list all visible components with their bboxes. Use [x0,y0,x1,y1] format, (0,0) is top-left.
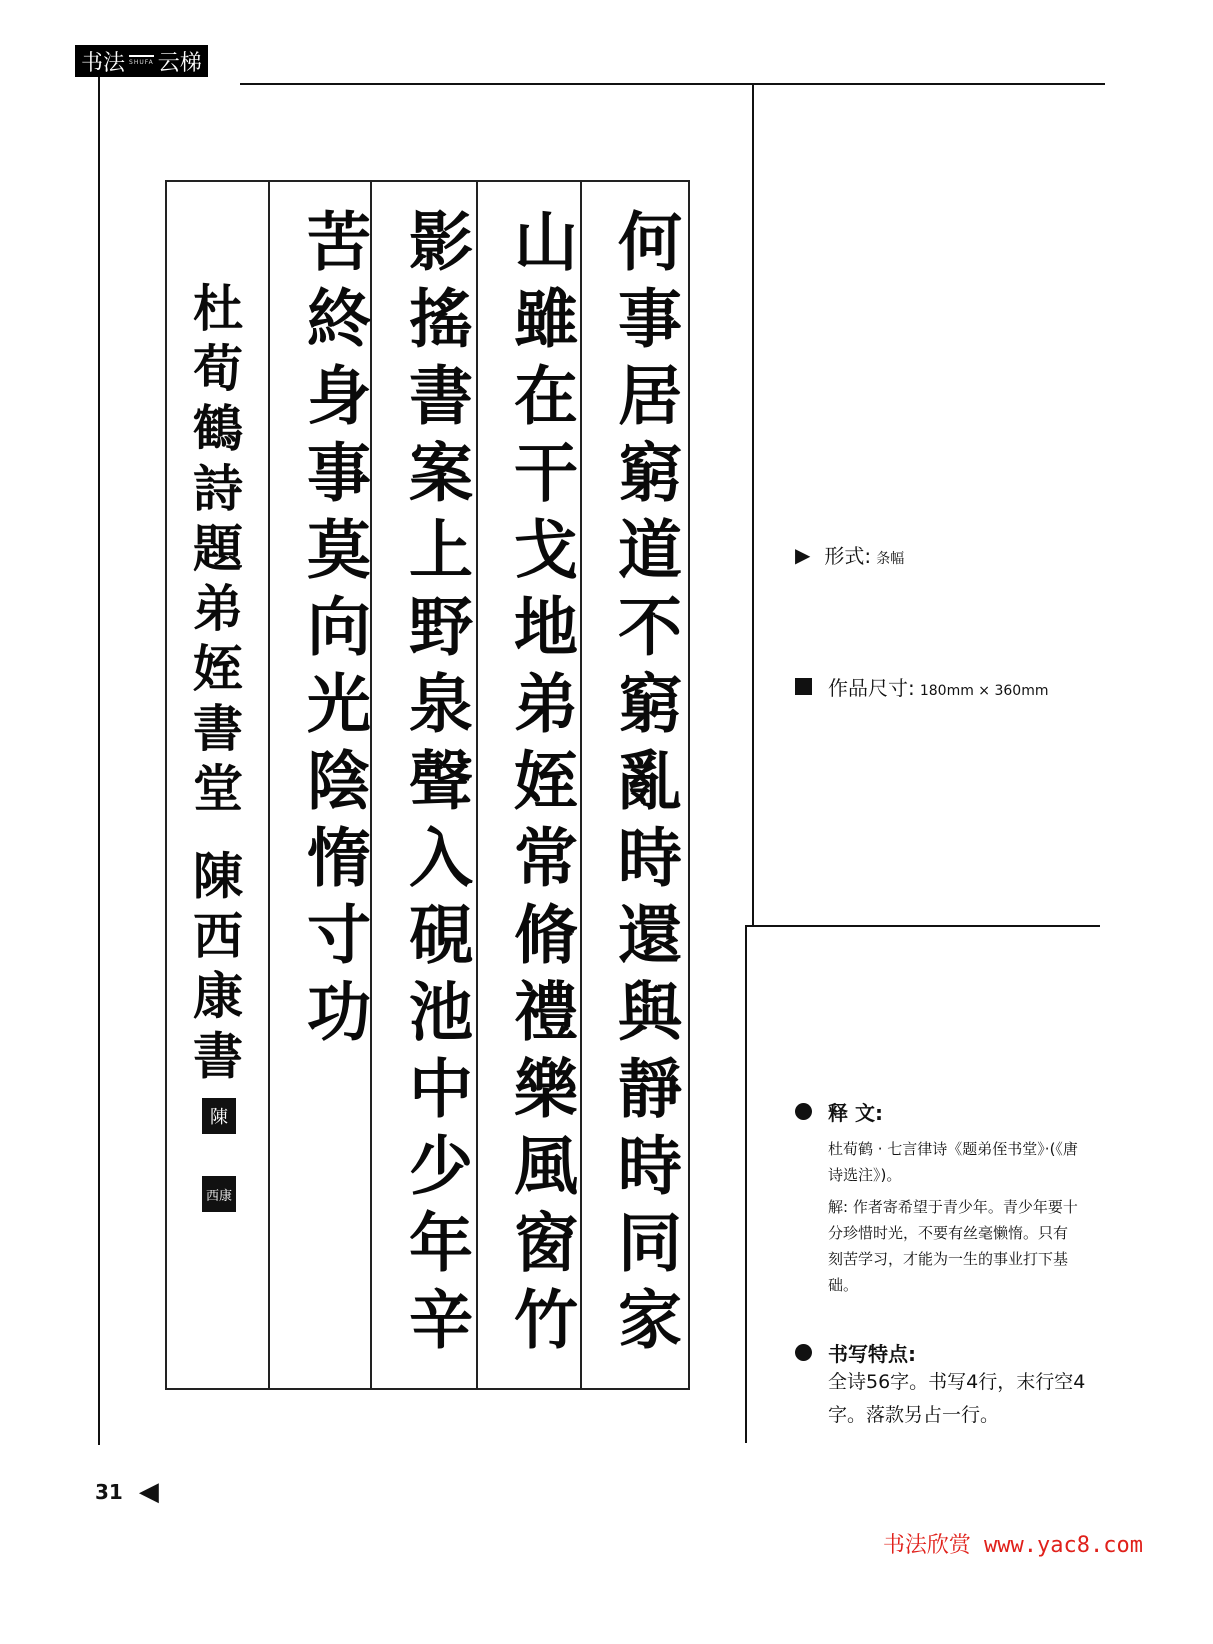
right-divider-lower [745,925,747,1443]
watermark: 书法欣赏 www.yac8.com [882,1533,1143,1558]
explain-title: 释 文: [828,1101,883,1125]
explain-text-1: 杜荀鹤 · 七言律诗《题弟侄书堂》·(《唐诗选注》)。 [828,1140,1078,1184]
book-header [75,45,208,77]
right-horizontal-rule [747,925,1100,927]
form-info [795,540,904,569]
square-icon [795,678,812,695]
form-value: 条幅 [876,551,905,567]
calligraphy-column-4: 苦終身事莫向光陰惰寸功 [296,208,371,1055]
explain-heading [795,1097,883,1126]
seal-2: 西康 [202,1176,236,1212]
header-left: 书法 [81,50,126,76]
header-rule [240,83,1105,85]
features-heading [795,1338,916,1367]
calligraphy-column-3: 影搖書案上野泉聲入硯池中少年辛 [398,208,473,1363]
header-middle: SHUFA [129,55,154,67]
left-margin-rule [98,77,100,1445]
calligraphy-column-2: 山雖在干戈地弟姪常脩禮樂風窗竹 [503,208,578,1363]
bullet-icon [795,1103,812,1120]
features-text: 全诗56字。书写4行，末行空4字。落款另占一行。 [828,1371,1086,1426]
column-divider [268,182,270,1388]
page-number: 31 [95,1480,123,1504]
calligraphy-column-1: 何事居窮道不窮亂時還與靜時同家 [607,208,682,1363]
left-triangle-icon: ◀ [138,1477,159,1507]
features-title: 书写特点: [828,1342,916,1366]
seal-1: 陳 [202,1098,236,1134]
size-label: 作品尺寸: [828,676,915,700]
size-value: 180mm × 360mm [919,683,1049,699]
page-number-block [95,1477,159,1507]
bullet-icon [795,1344,812,1361]
right-divider-upper [752,85,754,925]
signature-column: 杜荀鶴詩題弟姪書堂 陳西康書 [185,282,244,1090]
size-info [795,672,1048,701]
form-label: 形式: [824,544,872,568]
explain-text-2: 解: 作者寄希望于青少年。青少年要十分珍惜时光，不要有丝毫懒惰。只有刻苦学习，才能为一生的事业打下基础。 [828,1198,1078,1294]
header-right: 云梯 [157,50,202,76]
triangle-icon: ▶ [795,542,811,567]
